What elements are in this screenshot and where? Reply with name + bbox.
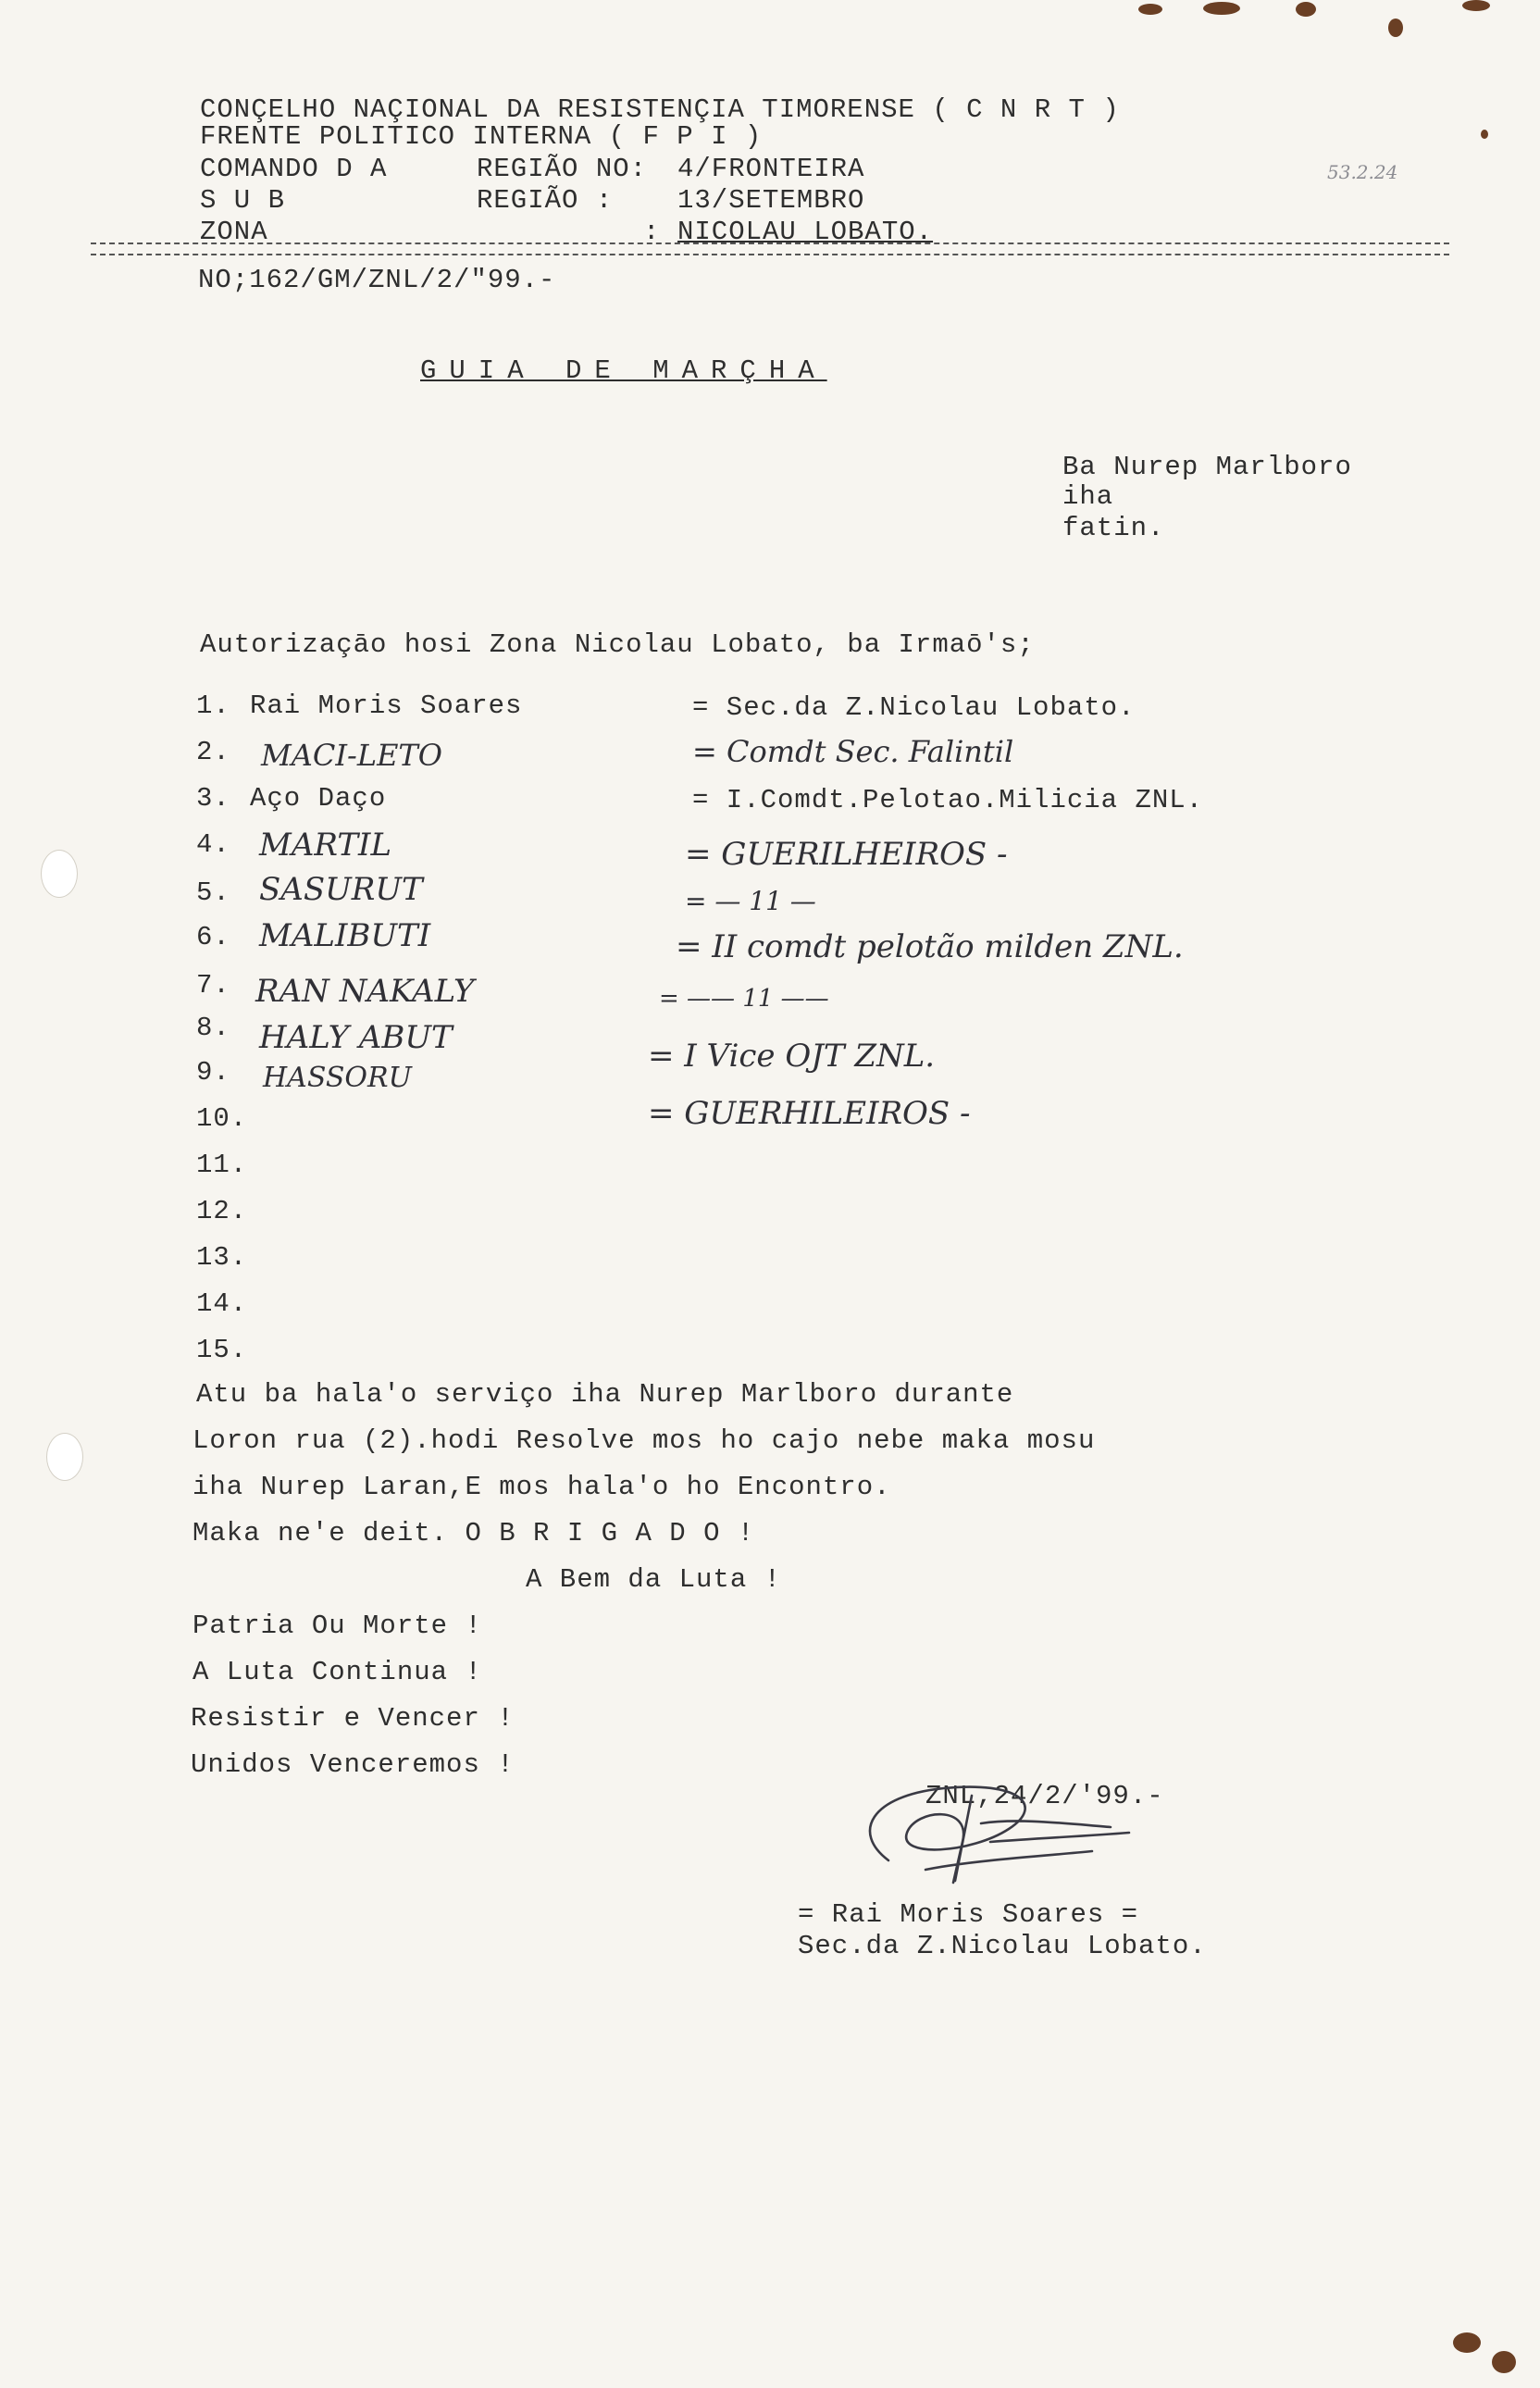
- salutation: A Bem da Luta !: [526, 1564, 782, 1595]
- body-line: iha Nurep Laran,E mos hala'o ho Encontro.: [192, 1472, 891, 1502]
- handwritten-signature: [833, 1768, 1148, 1897]
- ink-stain: [1492, 2351, 1516, 2373]
- member-number: 11.: [196, 1150, 248, 1180]
- ink-stain: [1462, 0, 1490, 11]
- member-role-handwritten: = GUERHILEIROS -: [648, 1095, 971, 1132]
- signature-place-date: ZNL,24/2/'99.-: [925, 1781, 1164, 1811]
- document-title: GUIA DE MARÇHA: [420, 355, 827, 386]
- member-number: 1.: [196, 690, 230, 721]
- member-number: 10.: [196, 1103, 248, 1134]
- header-command-value: 4/FRONTEIRA: [677, 154, 865, 184]
- body-line: Loron rua (2).hodi Resolve mos ho cajo nebe maka mosu: [192, 1425, 1096, 1456]
- header-org-line: CONÇELHO NAÇIONAL DA RESISTENÇIA TIMORENSE ( C N R T ): [200, 94, 1120, 125]
- slogan: Resistir e Vencer !: [191, 1703, 515, 1734]
- reference-number: NO;162/GM/ZNL/2/"99.-: [198, 265, 556, 295]
- member-name-handwritten: MACI-LETO: [261, 738, 442, 773]
- header-zone-value: NICOLAU LOBATO.: [677, 217, 934, 247]
- member-name-handwritten: SASURUT: [259, 871, 423, 908]
- member-role-handwritten: = GUERILHEIROS -: [685, 836, 1008, 873]
- member-number: 8.: [196, 1013, 230, 1043]
- member-number: 6.: [196, 922, 230, 952]
- header-front-line: FRENTE POLITICO INTERNA ( F P I ): [200, 121, 763, 152]
- member-name-handwritten: RAN NAKALY: [255, 973, 475, 1010]
- addressee-line: fatin.: [1062, 513, 1165, 543]
- header-zone-mid: :: [643, 217, 661, 247]
- signatory-name: = Rai Moris Soares =: [798, 1899, 1139, 1930]
- header-sub-label: S U B: [200, 185, 286, 216]
- member-role-handwritten: = I Vice OJT ZNL.: [648, 1038, 936, 1075]
- ink-stain: [1138, 4, 1162, 15]
- ink-stain: [1388, 19, 1403, 37]
- punch-hole: [46, 1433, 83, 1481]
- member-role: = I.Comdt.Pelotao.Milicia ZNL.: [692, 785, 1204, 815]
- corner-note: 53.2.24: [1327, 161, 1398, 183]
- body-line: Atu ba hala'o serviço iha Nurep Marlboro durante: [196, 1379, 1014, 1410]
- member-number: 5.: [196, 877, 230, 908]
- member-number: 12.: [196, 1196, 248, 1226]
- ink-stain: [1203, 2, 1240, 15]
- authorization-intro: Autorizaçāo hosi Zona Nicolau Lobato, ba Irmaō's;: [200, 629, 1035, 660]
- header-command-label: COMANDO D A: [200, 154, 388, 184]
- header-sub-mid: REGIÃO :: [477, 185, 614, 216]
- member-name-handwritten: HALY ABUT: [259, 1019, 453, 1056]
- addressee-line: iha: [1062, 481, 1114, 512]
- member-number: 9.: [196, 1057, 230, 1088]
- member-role-handwritten: = Comdt Sec. Falintil: [692, 734, 1014, 769]
- ink-stain: [1453, 2332, 1481, 2353]
- member-role: = Sec.da Z.Nicolau Lobato.: [692, 692, 1136, 723]
- body-line: Maka ne'e deit. O B R I G A D O !: [192, 1518, 755, 1548]
- member-role-handwritten: = — 11 —: [685, 886, 816, 916]
- addressee-line: Ba Nurep Marlboro: [1062, 452, 1352, 482]
- header-sub-value: 13/SETEMBRO: [677, 185, 865, 216]
- member-name: Aço Daço: [250, 783, 387, 814]
- header-separator: [91, 243, 1449, 255]
- slogan: A Luta Continua !: [192, 1657, 482, 1687]
- member-number: 14.: [196, 1288, 248, 1319]
- member-name-handwritten: MALIBUTI: [259, 917, 431, 954]
- punch-hole: [41, 850, 78, 898]
- member-number: 4.: [196, 829, 230, 860]
- slogan: Patria Ou Morte !: [192, 1611, 482, 1641]
- header-command-mid: REGIÃO NO:: [477, 154, 648, 184]
- member-role-handwritten: = —— 11 ——: [659, 985, 829, 1013]
- member-number: 2.: [196, 737, 230, 767]
- member-number: 7.: [196, 970, 230, 1001]
- header-zone-label: ZONA: [200, 217, 268, 247]
- member-name: Rai Moris Soares: [250, 690, 523, 721]
- member-number: 3.: [196, 783, 230, 814]
- member-name-handwritten: HASSORU: [263, 1062, 412, 1094]
- member-number: 13.: [196, 1242, 248, 1273]
- slogan: Unidos Venceremos !: [191, 1749, 515, 1780]
- member-role-handwritten: = II comdt pelotão milden ZNL.: [676, 928, 1184, 965]
- member-number: 15.: [196, 1335, 248, 1365]
- ink-stain: [1481, 130, 1488, 139]
- member-name-handwritten: MARTIL: [259, 827, 392, 864]
- signatory-title: Sec.da Z.Nicolau Lobato.: [798, 1931, 1207, 1961]
- ink-stain: [1296, 2, 1316, 17]
